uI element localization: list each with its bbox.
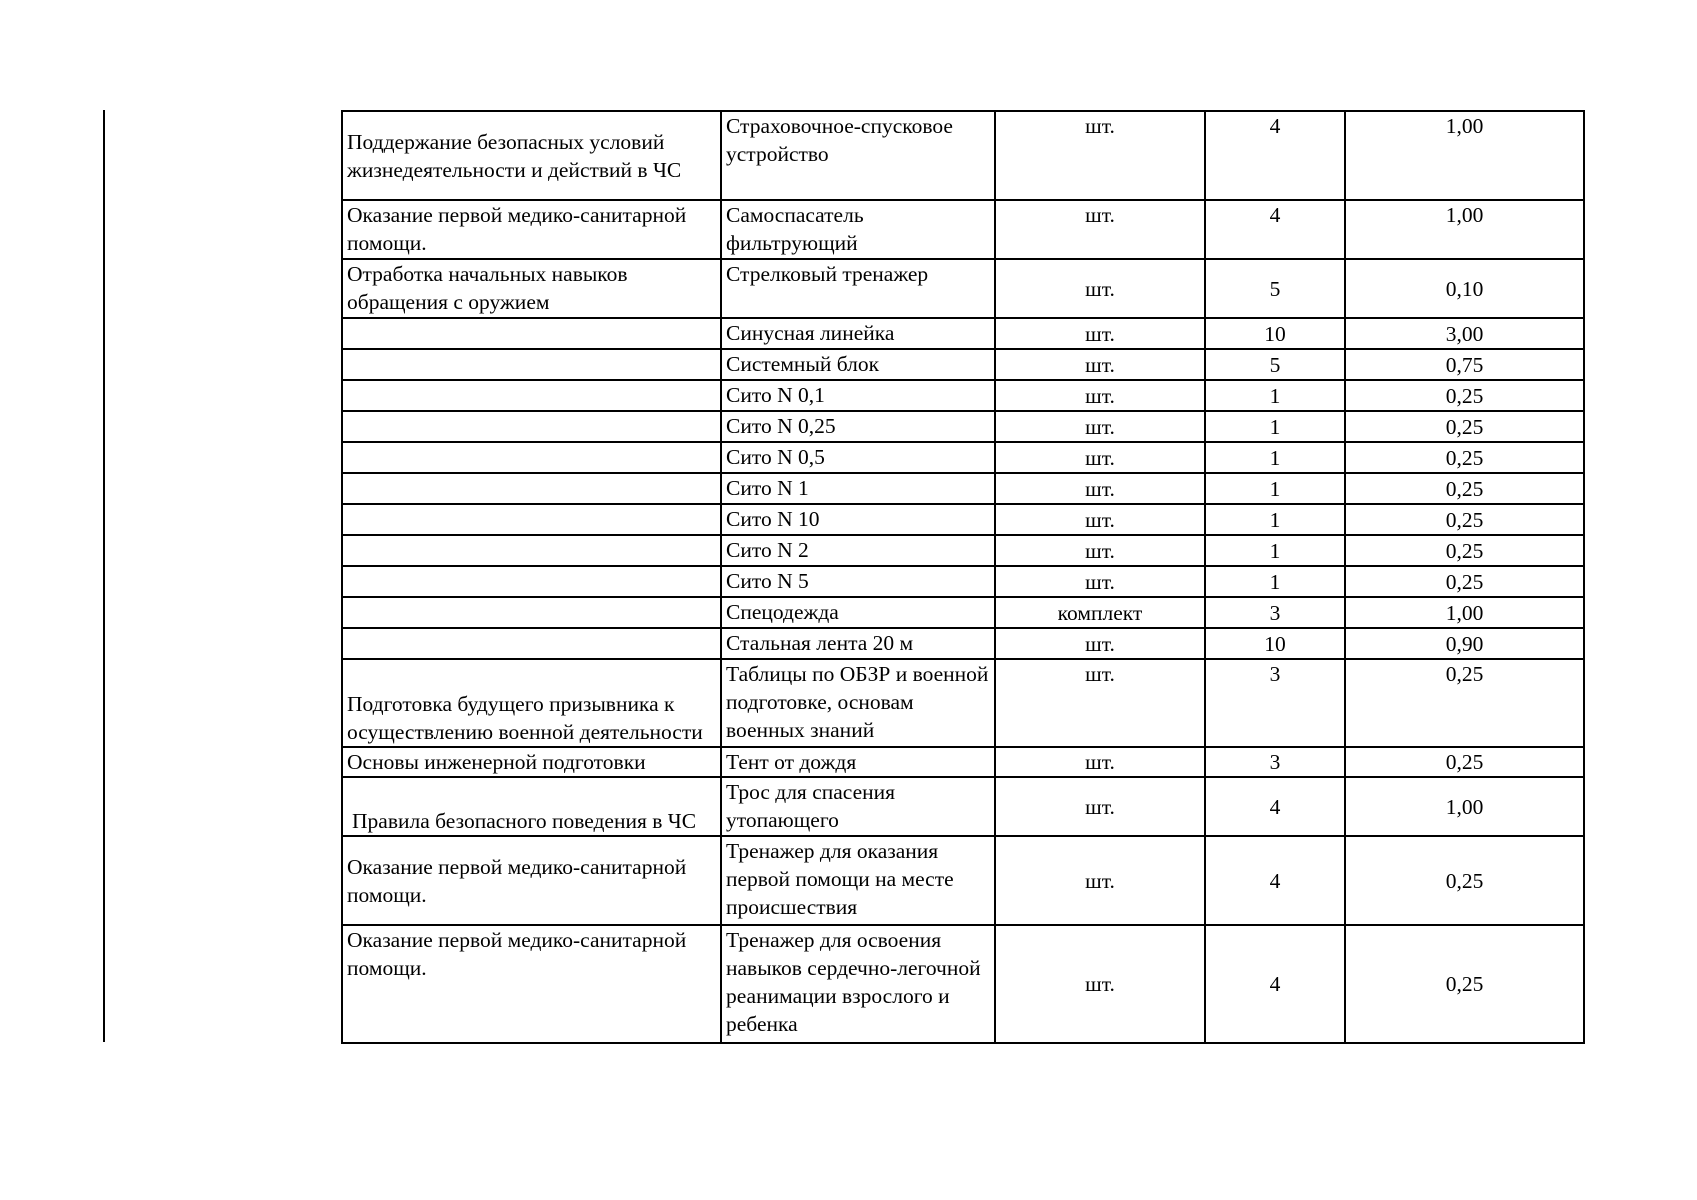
item-name-cell: Трос для спасения утопающего [721, 777, 995, 836]
purpose-cell: Правила безопасного поведения в ЧС [342, 777, 721, 836]
coefficient-cell: 0,25 [1345, 535, 1584, 566]
item-name-cell: Тренажер для освоения навыков сердечно-легочной реанимации взрослого и ребенка [721, 925, 995, 1043]
purpose-cell [342, 442, 721, 473]
purpose-cell [342, 535, 721, 566]
quantity-cell: 1 [1205, 473, 1345, 504]
quantity-cell: 1 [1205, 411, 1345, 442]
quantity-cell: 1 [1205, 566, 1345, 597]
item-name-cell: Таблицы по ОБЗР и военной подготовке, основам военных знаний [721, 659, 995, 747]
purpose-cell: Оказание первой медико-санитарной помощи. [342, 925, 721, 1043]
coefficient-cell: 0,25 [1345, 659, 1584, 747]
table-row [342, 380, 1584, 411]
table-row [342, 442, 1584, 473]
purpose-cell: Оказание первой медико-санитарной помощи. [342, 200, 721, 259]
coefficient-cell: 0,25 [1345, 504, 1584, 535]
item-name-cell: Сито N 0,1 [721, 380, 995, 411]
unit-cell: шт. [995, 411, 1205, 442]
unit-cell: шт. [995, 925, 1205, 1043]
purpose-cell: Основы инженерной подготовки [342, 747, 721, 777]
coefficient-cell: 1,00 [1345, 111, 1584, 200]
unit-cell: шт. [995, 659, 1205, 747]
item-name-cell: Сито N 0,25 [721, 411, 995, 442]
quantity-cell: 4 [1205, 777, 1345, 836]
quantity-cell: 5 [1205, 259, 1345, 318]
unit-cell: шт. [995, 318, 1205, 349]
item-name-cell: Самоспасатель фильтрующий [721, 200, 995, 259]
table-row [342, 535, 1584, 566]
table-row [342, 836, 1584, 925]
purpose-cell [342, 504, 721, 535]
unit-cell: шт. [995, 747, 1205, 777]
unit-cell: шт. [995, 380, 1205, 411]
table-row [342, 318, 1584, 349]
purpose-cell [342, 349, 721, 380]
quantity-cell: 1 [1205, 442, 1345, 473]
unit-cell: шт. [995, 836, 1205, 925]
item-name-cell: Стальная лента 20 м [721, 628, 995, 659]
quantity-cell: 4 [1205, 925, 1345, 1043]
item-name-cell: Синусная линейка [721, 318, 995, 349]
purpose-cell: Отработка начальных навыков обращения с оружием [342, 259, 721, 318]
table-row [342, 628, 1584, 659]
coefficient-cell: 0,10 [1345, 259, 1584, 318]
item-name-cell: Тент от дождя [721, 747, 995, 777]
table-row [342, 259, 1584, 318]
quantity-cell: 3 [1205, 747, 1345, 777]
coefficient-cell: 1,00 [1345, 200, 1584, 259]
coefficient-cell: 0,25 [1345, 442, 1584, 473]
coefficient-cell: 0,25 [1345, 411, 1584, 442]
equipment-table [341, 110, 1585, 1044]
table-row [342, 504, 1584, 535]
purpose-cell [342, 318, 721, 349]
item-name-cell: Спецодежда [721, 597, 995, 628]
quantity-cell: 1 [1205, 380, 1345, 411]
quantity-cell: 3 [1205, 659, 1345, 747]
unit-cell: шт. [995, 566, 1205, 597]
coefficient-cell: 0,25 [1345, 836, 1584, 925]
purpose-cell: Подготовка будущего призывника к осуществлению военной деятельности [342, 659, 721, 747]
table-row [342, 777, 1584, 836]
unit-cell: шт. [995, 535, 1205, 566]
quantity-cell: 10 [1205, 628, 1345, 659]
quantity-cell: 4 [1205, 111, 1345, 200]
coefficient-cell: 0,90 [1345, 628, 1584, 659]
unit-cell: шт. [995, 111, 1205, 200]
item-name-cell: Тренажер для оказания первой помощи на месте происшествия [721, 836, 995, 925]
table-row [342, 411, 1584, 442]
purpose-cell [342, 566, 721, 597]
unit-cell: шт. [995, 259, 1205, 318]
table-row [342, 747, 1584, 777]
table-row [342, 200, 1584, 259]
table-row [342, 349, 1584, 380]
table-row [342, 659, 1584, 747]
quantity-cell: 1 [1205, 504, 1345, 535]
quantity-cell: 3 [1205, 597, 1345, 628]
purpose-cell: Поддержание безопасных условий жизнедеятельности и действий в ЧС [342, 111, 721, 200]
unit-cell: шт. [995, 473, 1205, 504]
item-name-cell: Системный блок [721, 349, 995, 380]
coefficient-cell: 3,00 [1345, 318, 1584, 349]
table-row [342, 111, 1584, 200]
item-name-cell: Сито N 1 [721, 473, 995, 504]
table-row [342, 925, 1584, 1043]
purpose-cell [342, 628, 721, 659]
coefficient-cell: 1,00 [1345, 597, 1584, 628]
table-row [342, 597, 1584, 628]
coefficient-cell: 0,25 [1345, 925, 1584, 1043]
unit-cell: шт. [995, 628, 1205, 659]
purpose-cell [342, 473, 721, 504]
quantity-cell: 4 [1205, 836, 1345, 925]
unit-cell: шт. [995, 349, 1205, 380]
item-name-cell: Сито N 0,5 [721, 442, 995, 473]
item-name-cell: Сито N 2 [721, 535, 995, 566]
table-row [342, 473, 1584, 504]
quantity-cell: 10 [1205, 318, 1345, 349]
purpose-cell: Оказание первой медико-санитарной помощи. [342, 836, 721, 925]
unit-cell: комплект [995, 597, 1205, 628]
coefficient-cell: 0,75 [1345, 349, 1584, 380]
table-row [342, 566, 1584, 597]
coefficient-cell: 0,25 [1345, 380, 1584, 411]
unit-cell: шт. [995, 200, 1205, 259]
quantity-cell: 5 [1205, 349, 1345, 380]
item-name-cell: Стрелковый тренажер [721, 259, 995, 318]
purpose-cell [342, 597, 721, 628]
unit-cell: шт. [995, 504, 1205, 535]
item-name-cell: Страховочное-спусковое устройство [721, 111, 995, 200]
coefficient-cell: 0,25 [1345, 566, 1584, 597]
coefficient-cell: 1,00 [1345, 777, 1584, 836]
quantity-cell: 1 [1205, 535, 1345, 566]
unit-cell: шт. [995, 777, 1205, 836]
purpose-cell [342, 380, 721, 411]
left-margin-rule [103, 110, 105, 1042]
item-name-cell: Сито N 5 [721, 566, 995, 597]
coefficient-cell: 0,25 [1345, 473, 1584, 504]
item-name-cell: Сито N 10 [721, 504, 995, 535]
coefficient-cell: 0,25 [1345, 747, 1584, 777]
purpose-cell [342, 411, 721, 442]
unit-cell: шт. [995, 442, 1205, 473]
quantity-cell: 4 [1205, 200, 1345, 259]
